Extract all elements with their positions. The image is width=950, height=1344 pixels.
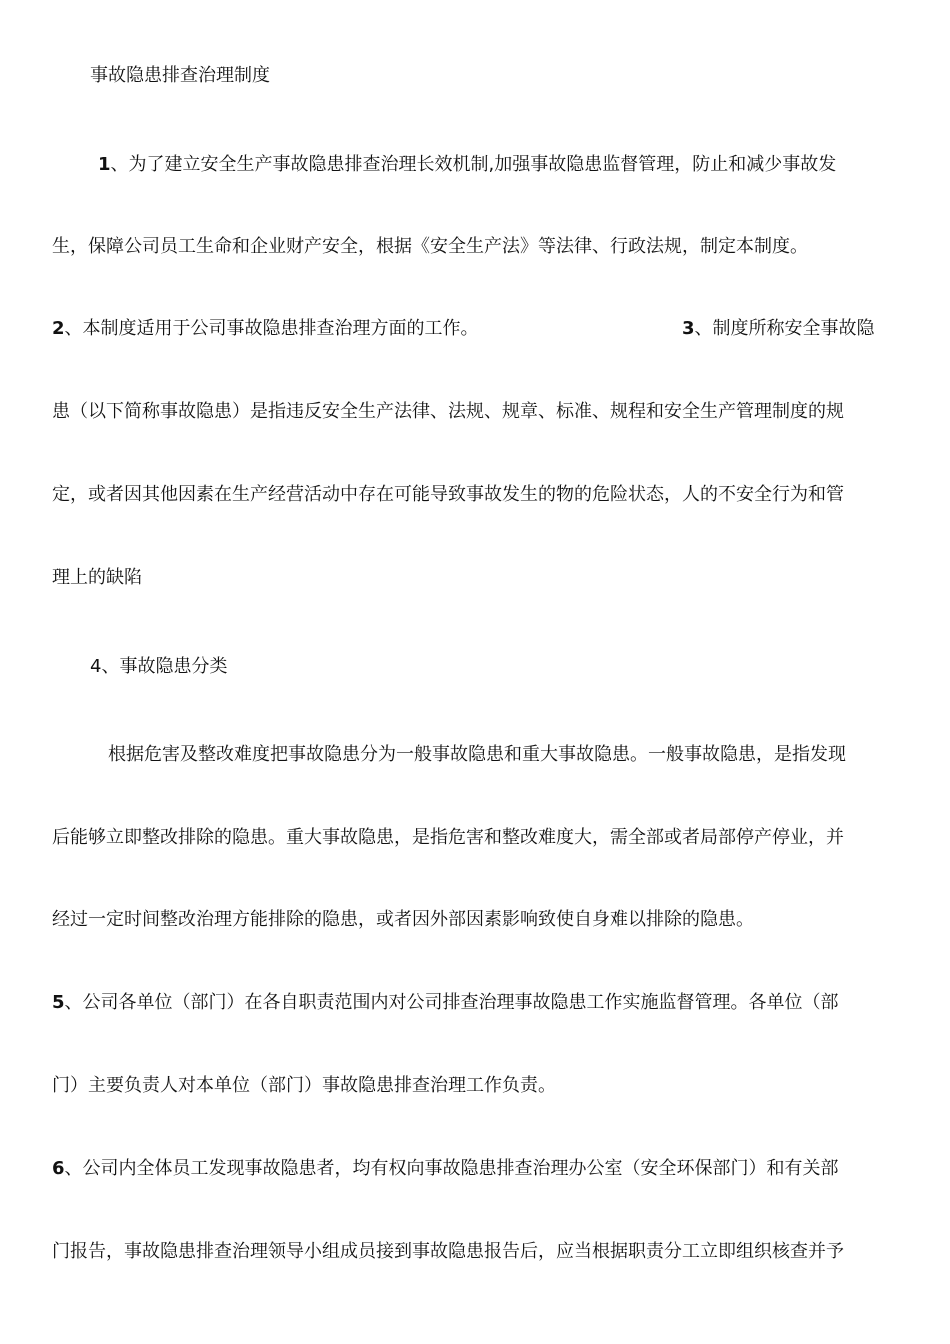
para5-text-1: 、公司各单位（部门）在各自职责范围内对公司排查治理事故隐患工作实施监督管理。各单位（部 [64, 992, 839, 1013]
para4-line1: 根据危害及整改难度把事故隐患分为一般事故隐患和重大事故隐患。一般事故隐患，是指发现 [108, 744, 846, 765]
para3-text-1: 、制度所称安全事故隐 [694, 318, 875, 339]
para2-number: 2 [52, 318, 65, 339]
para3-line4: 理上的缺陷 [52, 567, 142, 588]
para6-line2: 门报告，事故隐患排查治理领导小组成员接到事故隐患报告后，应当根据职责分工立即组织核查并予 [52, 1241, 844, 1262]
para4-heading: 4、事故隐患分类 [90, 656, 228, 677]
para1-number: 1 [98, 154, 111, 175]
para3-number: 3 [682, 318, 695, 339]
para3-line2: 患（以下简称事故隐患）是指违反安全生产法律、法规、规章、标准、规程和安全生产管理制度的规 [52, 401, 844, 422]
para6-text-1: 、公司内全体员工发现事故隐患者，均有权向事故隐患排查治理办公室（安全环保部门）和有关部 [64, 1158, 839, 1179]
para1-line2: 生，保障公司员工生命和企业财产安全，根据《安全生产法》等法律、行政法规，制定本制度。 [52, 236, 808, 257]
para6-line1 [52, 1157, 839, 1181]
para3-line1 [682, 317, 875, 341]
para5-line2: 门）主要负责人对本单位（部门）事故隐患排查治理工作负责。 [52, 1075, 556, 1096]
para3-line3: 定，或者因其他因素在生产经营活动中存在可能导致事故发生的物的危险状态，人的不安全行为和管 [52, 484, 844, 505]
para6-number: 6 [52, 1158, 65, 1179]
document-title: 事故隐患排查治理制度 [90, 65, 270, 86]
para5-number: 5 [52, 992, 65, 1013]
para2-line [52, 317, 479, 341]
para4-line3: 经过一定时间整改治理方能排除的隐患，或者因外部因素影响致使自身难以排除的隐患。 [52, 909, 754, 930]
para1-line1 [98, 153, 836, 177]
para1-text-1: 、为了建立安全生产事故隐患排查治理长效机制,加强事故隐患监督管理，防止和减少事故发 [110, 154, 837, 175]
para5-line1 [52, 991, 839, 1015]
para4-line2: 后能够立即整改排除的隐患。重大事故隐患，是指危害和整改难度大，需全部或者局部停产停业，并 [52, 827, 844, 848]
para2-text: 、本制度适用于公司事故隐患排查治理方面的工作。 [64, 318, 479, 339]
